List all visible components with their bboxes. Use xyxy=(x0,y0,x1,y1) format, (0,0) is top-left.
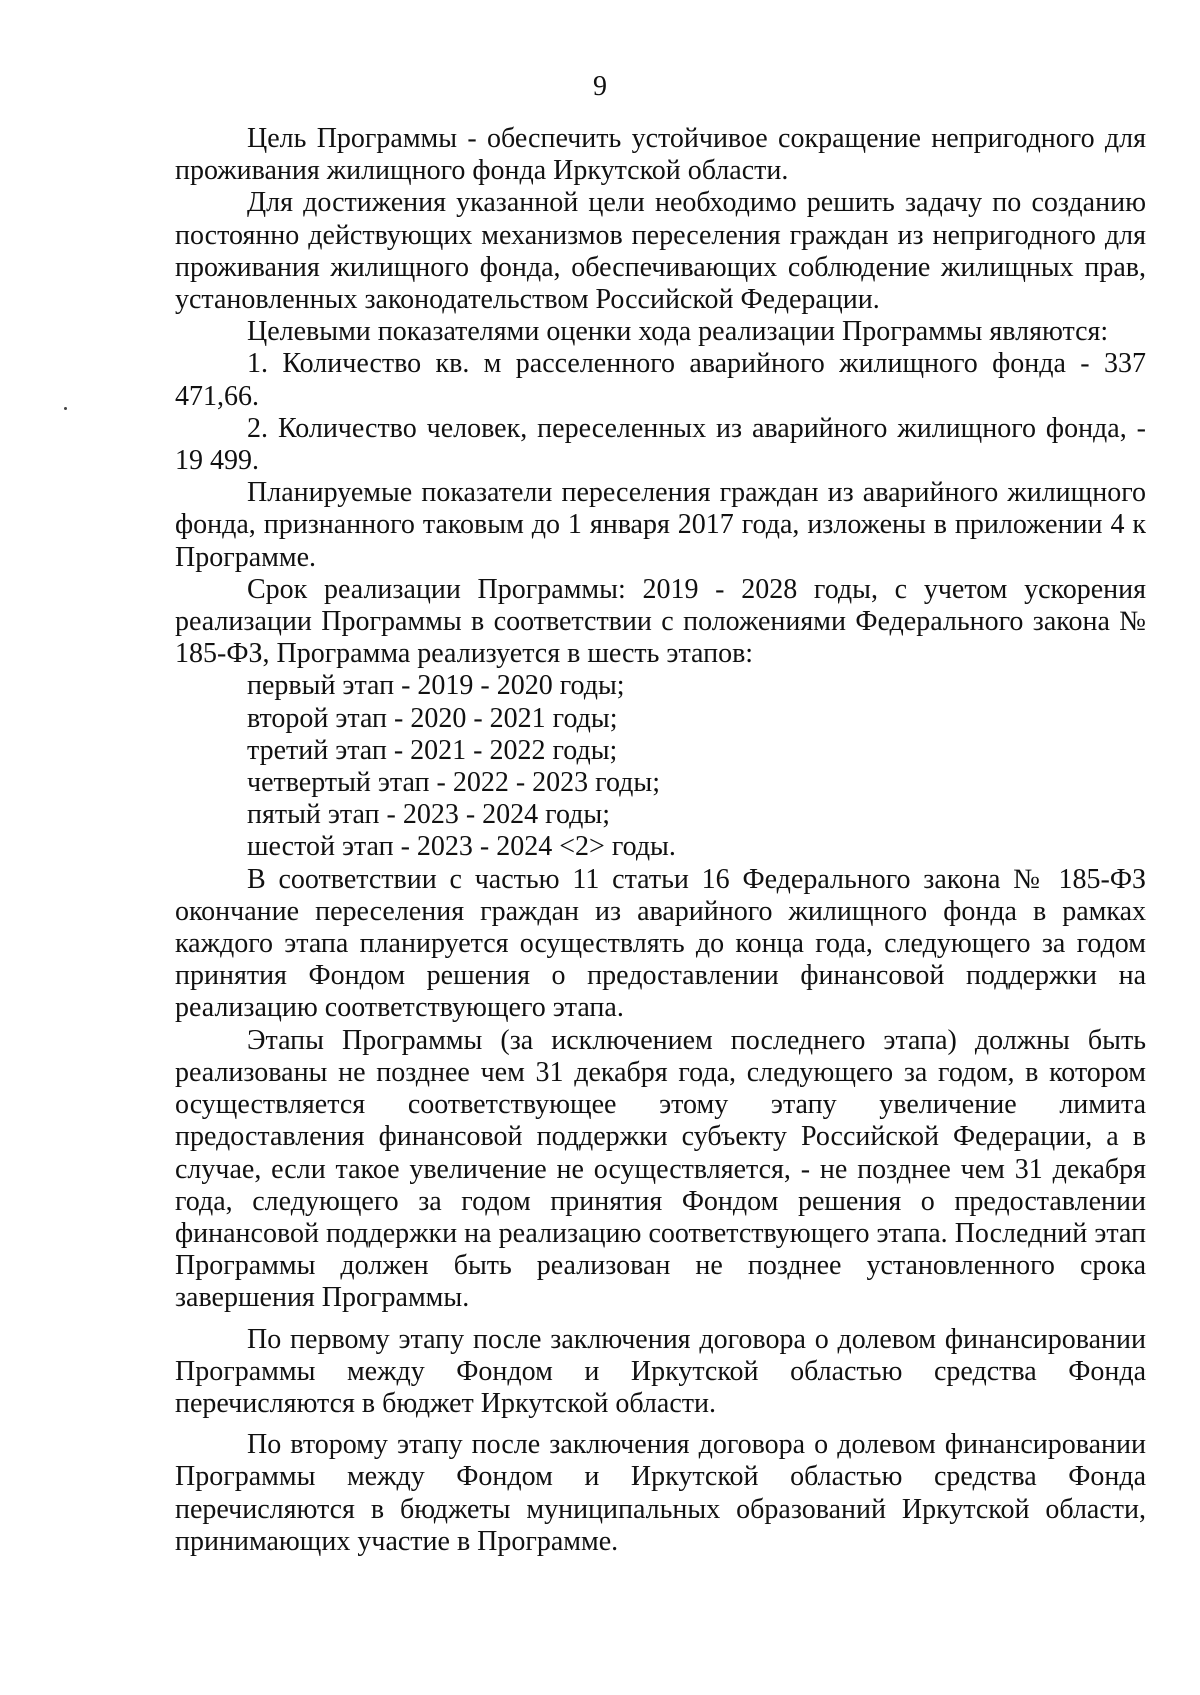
stage-item-2: второй этап - 2020 - 2021 годы; xyxy=(247,702,618,734)
stage-item-1: первый этап - 2019 - 2020 годы; xyxy=(247,670,625,702)
page-number: 9 xyxy=(593,71,607,102)
stage-item-5: пятый этап - 2023 - 2024 годы; xyxy=(247,799,611,831)
stage-item-4: четвертый этап - 2022 - 2023 годы; xyxy=(247,767,660,799)
paragraph-task: Для достижения указанной цели необходимо решить задачу по созданию постоянно действующих механизмов переселения граждан из непригодного для проживания жилищного фонда, обеспечивающих соблюдение жилищных прав, установленных законодательством Российской Федерации. xyxy=(175,187,1146,316)
paragraph-indicators-intro: Целевыми показателями оценки хода реализации Программы являются: xyxy=(247,316,1109,348)
paragraph-program-term: Срок реализации Программы: 2019 - 2028 годы, с учетом ускорения реализации Программы в соответствии с положениями Федерального закона № 185-ФЗ, Программа реализуется в шесть этапов: xyxy=(175,573,1146,670)
paragraph-goal: Цель Программы - обеспечить устойчивое сокращение непригодного для проживания жилищного фонда Иркутской области. xyxy=(175,123,1146,187)
paragraph-indicator-people: 2. Количество человек, переселенных из аварийного жилищного фонда, - 19 499. xyxy=(175,412,1146,477)
paragraph-stage-completion: Этапы Программы (за исключением последнего этапа) должны быть реализованы не позднее чем 31 декабря года, следующего за годом, в котором осуществляется соответствующее этому этапу увеличение лимита предоставления финансовой поддержки субъекту Российской Федерации, а в случае, если такое увеличение не осуществляется, - не позднее чем 31 декабря года, следующего за годом принятия Фондом решения о предоставлении финансовой поддержки на реализацию соответствующего этапа. Последний этап Программы должен быть реализован не позднее установленного срока завершения Программы. xyxy=(175,1024,1146,1314)
paragraph-resettlement-deadline: В соответствии с частью 11 статьи 16 Федерального закона № 185-ФЗ окончание переселения граждан из аварийного жилищного фонда в рамках каждого этапа планируется осуществлять до конца года, следующего за годом принятия Фондом решения о предоставлении финансовой поддержки на реализацию соответствующего этапа. xyxy=(175,863,1146,1024)
stage-item-3: третий этап - 2021 - 2022 годы; xyxy=(247,734,618,766)
paragraph-indicator-area: 1. Количество кв. м расселенного аварийного жилищного фонда - 337 471,66. xyxy=(175,348,1146,412)
paragraph-second-stage-funding: По второму этапу после заключения договора о долевом финансировании Программы между Фондом и Иркутской областью средства Фонда перечисляются в бюджеты муниципальных образований Иркутской области, принимающих участие в Программе. xyxy=(175,1429,1146,1557)
document-body xyxy=(175,123,1146,1558)
stage-item-6: шестой этап - 2023 - 2024 <2> годы. xyxy=(247,831,676,863)
paragraph-first-stage-funding: По первому этапу после заключения договора о долевом финансировании Программы между Фондом и Иркутской областью средства Фонда перечисляются в бюджет Иркутской области. xyxy=(175,1323,1146,1419)
paragraph-planned-indicators: Планируемые показатели переселения граждан из аварийного жилищного фонда, признанного таковым до 1 января 2017 года, изложены в приложении 4 к Программе. xyxy=(175,477,1146,573)
scan-speck xyxy=(64,407,67,410)
